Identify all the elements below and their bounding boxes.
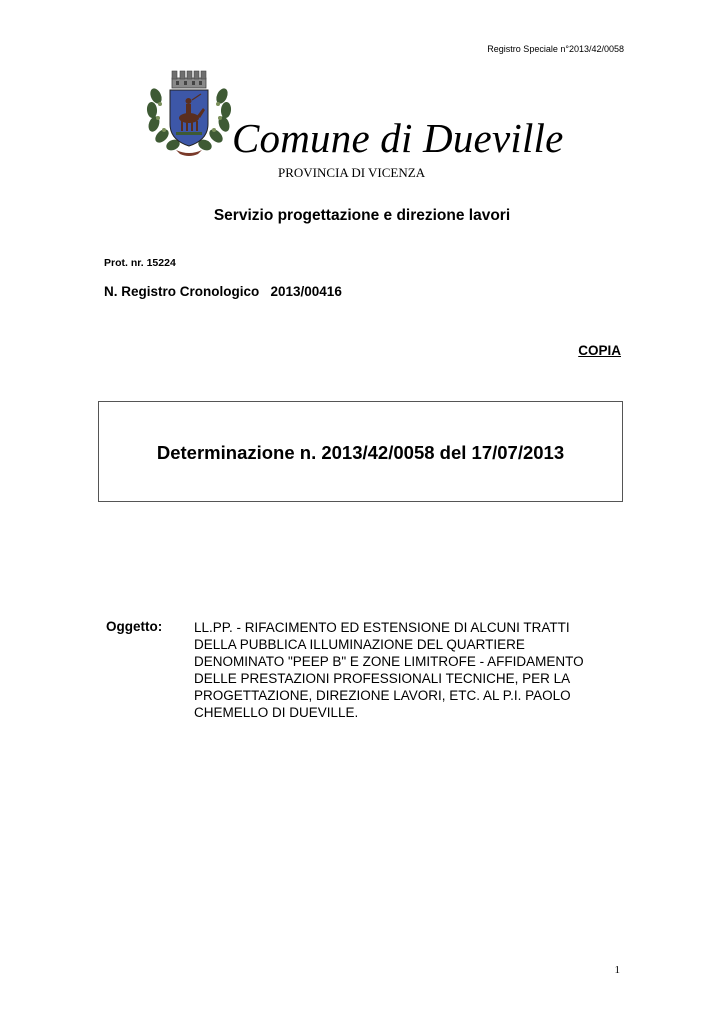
oggetto-line: LL.PP. - RIFACIMENTO ED ESTENSIONE DI ALCUNI TRATTI — [194, 620, 570, 635]
determinazione-title: Determinazione n. 2013/42/0058 del 17/07/2013 — [156, 442, 565, 463]
copia-label: COPIA — [578, 343, 621, 358]
registro-cronologico: N. Registro Cronologico 2013/00416 — [104, 284, 342, 299]
province-name: PROVINCIA DI VICENZA — [278, 165, 426, 180]
service-title: Servizio progettazione e direzione lavori — [213, 207, 511, 224]
oggetto-line: CHEMELLO DI DUEVILLE. — [194, 705, 359, 720]
protocol-number: Prot. nr. 15224 — [104, 257, 176, 269]
oggetto-line: DELLA PUBBLICA ILLUMINAZIONE DEL QUARTIERE — [194, 637, 525, 652]
oggetto-line: DENOMINATO "PEEP B" E ZONE LIMITROFE - AFFIDAMENTO — [194, 654, 584, 669]
oggetto-line: PROGETTAZIONE, DIREZIONE LAVORI, ETC. AL P.I. PAOLO — [194, 688, 571, 703]
municipal-crest-icon — [146, 66, 232, 158]
registro-speciale: Registro Speciale n°2013/42/0058 — [487, 44, 624, 54]
oggetto-label: Oggetto: — [106, 619, 163, 634]
oggetto-line: DELLE PRESTAZIONI PROFESSIONALI TECNICHE, PER LA — [194, 671, 571, 686]
oggetto-text — [194, 619, 634, 721]
page-number: 1 — [614, 964, 620, 976]
town-name: Comune di Dueville — [232, 115, 564, 161]
